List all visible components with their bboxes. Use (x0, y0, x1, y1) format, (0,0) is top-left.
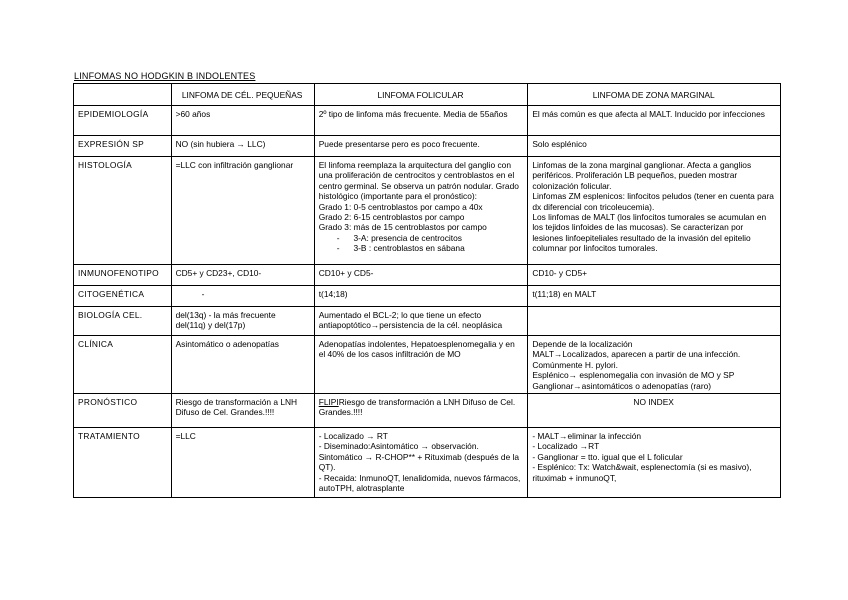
table-cell-c3 (528, 336, 781, 394)
cell-line: >60 años (175, 109, 211, 119)
table-cell-c3 (528, 265, 781, 286)
table-cell-c2 (314, 286, 528, 307)
cell-line: NO (sin hubiera → LLC) (175, 139, 266, 149)
header-follicular: LINFOMA FOLICULAR (314, 84, 528, 106)
cell-line: t(11;18) en MALT (532, 289, 597, 299)
row-label: EXPRESIÓN SP (74, 136, 172, 157)
table-cell-c1 (171, 428, 314, 498)
table-cell-c2 (314, 394, 528, 428)
cell-line: Ganglionar→asintomáticos o adenopatías (raro) (532, 380, 712, 391)
cell-line: - 3-A: presencia de centrocitos (336, 232, 462, 243)
cell-line: Depende de la localización (532, 339, 633, 349)
table-cell-c1 (171, 336, 314, 394)
table-cell-c1 (171, 307, 314, 336)
row-label: INMUNOFENOTIPO (74, 265, 172, 286)
cell-line: El más común es que afecta al MALT. Inducido por infecciones (532, 109, 765, 119)
table-cell-c1 (171, 157, 314, 265)
cell-line: MALT→Localizados, aparecen a partir de una infección. Comúnmente H. pylori. (532, 349, 743, 370)
cell-line: Aumentado el BCL-2; lo que tiene un efecto antiapoptótico→persistencia de la cél. neoplásica (318, 310, 503, 331)
cell-line: Esplénico→ esplenomegalia con invasión de MO y SP (532, 370, 735, 381)
table-row (74, 157, 781, 265)
table-cell-c1 (171, 394, 314, 428)
cell-line: del(11q) y del(17p) (175, 320, 246, 331)
header-small-cell: LINFOMA DE CÉL. PEQUEÑAS (171, 84, 314, 106)
table-cell-c2 (314, 136, 528, 157)
cell-line: - 3-B : centroblastos en sábana (336, 243, 465, 254)
cell-line: t(14;18) (318, 289, 348, 299)
table-row (74, 136, 781, 157)
table-cell-c3 (528, 307, 781, 336)
table-row (74, 394, 781, 428)
cell-line: - MALT→eliminar la infección (532, 431, 642, 442)
cell-line: =LLC (175, 431, 196, 442)
cell-line: CD5+ y CD23+, CD10- (175, 268, 262, 278)
table-cell-c3 (528, 286, 781, 307)
header-marginal-zone: LINFOMA DE ZONA MARGINAL (528, 84, 781, 106)
cell-line: - (201, 289, 205, 299)
cell-line: - Localizado → RT (318, 431, 388, 442)
table-cell-c3 (528, 157, 781, 265)
table-cell-c3 (528, 428, 781, 498)
row-label: EPIDEMIOLOGÍA (74, 106, 172, 136)
row-label: CLÍNICA (74, 336, 172, 394)
cell-line: - Ganglionar = tto. igual que el L folicular (532, 451, 683, 462)
cell-line: Adenopatías indolentes, Hepatoesplenomegalia y en el 40% de los casos infiltración de MO (318, 339, 518, 360)
table-cell-c3 (528, 106, 781, 136)
row-label: BIOLOGÍA CEL. (74, 307, 172, 336)
document-title: LINFOMAS NO HODGKIN B INDOLENTES (74, 71, 256, 81)
row-label: HISTOLOGÍA (74, 157, 172, 265)
cell-line: El linfoma reemplaza la arquitectura del ganglio con una proliferación de centrocitos y centroblastos en el centro germinal. Se observa un patrón nodular. Grado histológico (importante para el pronóstico): (318, 160, 522, 202)
table-row (74, 307, 781, 336)
row-label: TRATAMIENTO (74, 428, 172, 498)
cell-line: - Localizado →RT (532, 441, 600, 452)
cell-line: CD10+ y CD5- (318, 268, 374, 278)
cell-line: 2º tipo de linfoma más frecuente. Media de 55años (318, 109, 508, 119)
cell-line: - Diseminado:Asintomático → observación. Sintomático → R-CHOP** + Rituximab (después de la QT). (318, 441, 522, 473)
table-cell-c2 (314, 265, 528, 286)
table-cell-c2 (314, 428, 528, 498)
cell-line: CD10- y CD5+ (532, 268, 587, 278)
table-cell-c1 (171, 286, 314, 307)
cell-line: Puede presentarse pero es poco frecuente. (318, 139, 480, 149)
lymphoma-table (73, 83, 781, 498)
cell-line: Grado 1: 0-5 centroblastos por campo a 40x (318, 201, 483, 212)
table-cell-c3 (528, 136, 781, 157)
table-cell-c2 (314, 336, 528, 394)
table-cell-c2 (314, 106, 528, 136)
cell-line: - Esplénico: Tx: Watch&wait, esplenectomía (si es masivo), rituximab + inmunoQT, (532, 462, 754, 483)
table-cell-c1 (171, 265, 314, 286)
flipi-label: FLIPI (318, 397, 339, 408)
table-row (74, 336, 781, 394)
cell-line: del(13q) - la más frecuente (175, 310, 276, 320)
header-corner (74, 84, 172, 106)
header-row (74, 84, 781, 106)
table-row (74, 428, 781, 498)
table-cell-c2 (314, 307, 528, 336)
cell-line: Grado 2: 6-15 centroblastos por campo (318, 212, 465, 223)
table-cell-c1 (171, 136, 314, 157)
cell-line: Linfomas de la zona marginal ganglionar. Afecta a ganglios periféricos. Proliferación LB pequeños, pueden mostrar colonización folicular. (532, 160, 754, 191)
table-cell-c2 (314, 157, 528, 265)
cell-line (319, 397, 523, 418)
cell-line: - Recaida: InmunoQT, lenalidomida, nuevos fármacos, autoTPH, alotrasplante (318, 472, 523, 494)
table-row (74, 265, 781, 286)
cell-line: Asintomático o adenopatías (175, 339, 279, 349)
table-row (74, 286, 781, 307)
cell-text: Riesgo de transformación a LNH Difuso de Cel. Grandes.!!!! (318, 397, 518, 418)
cell-line: NO INDEX (633, 397, 674, 408)
cell-line: Riesgo de transformación a LNH Difuso de Cel. Grandes.!!!! (175, 397, 300, 418)
table-row (74, 106, 781, 136)
cell-line: Solo esplénico (532, 139, 587, 149)
row-label: PRONÓSTICO (74, 394, 172, 428)
cell-line: Linfomas ZM esplenicos: linfocitos peludos (tener en cuenta para dx diferencial con tricoleucemia). (532, 191, 777, 212)
row-label: CITOGENÉTICA (74, 286, 172, 307)
cell-line: =LLC con infiltración ganglionar (175, 160, 294, 170)
cell-line: Grado 3: más de 15 centroblastos por campo (318, 222, 487, 233)
table-cell-c3 (528, 394, 781, 428)
table-cell-c1 (171, 106, 314, 136)
cell-line: Los linfomas de MALT (los linfocitos tumorales se acumulan en los tejidos linfoides de las mucosas). Se caracterizan por lesiones linfoepiteliales resultado de la invasión del epitelio columnar por linfocitos tumorales. (532, 212, 769, 254)
